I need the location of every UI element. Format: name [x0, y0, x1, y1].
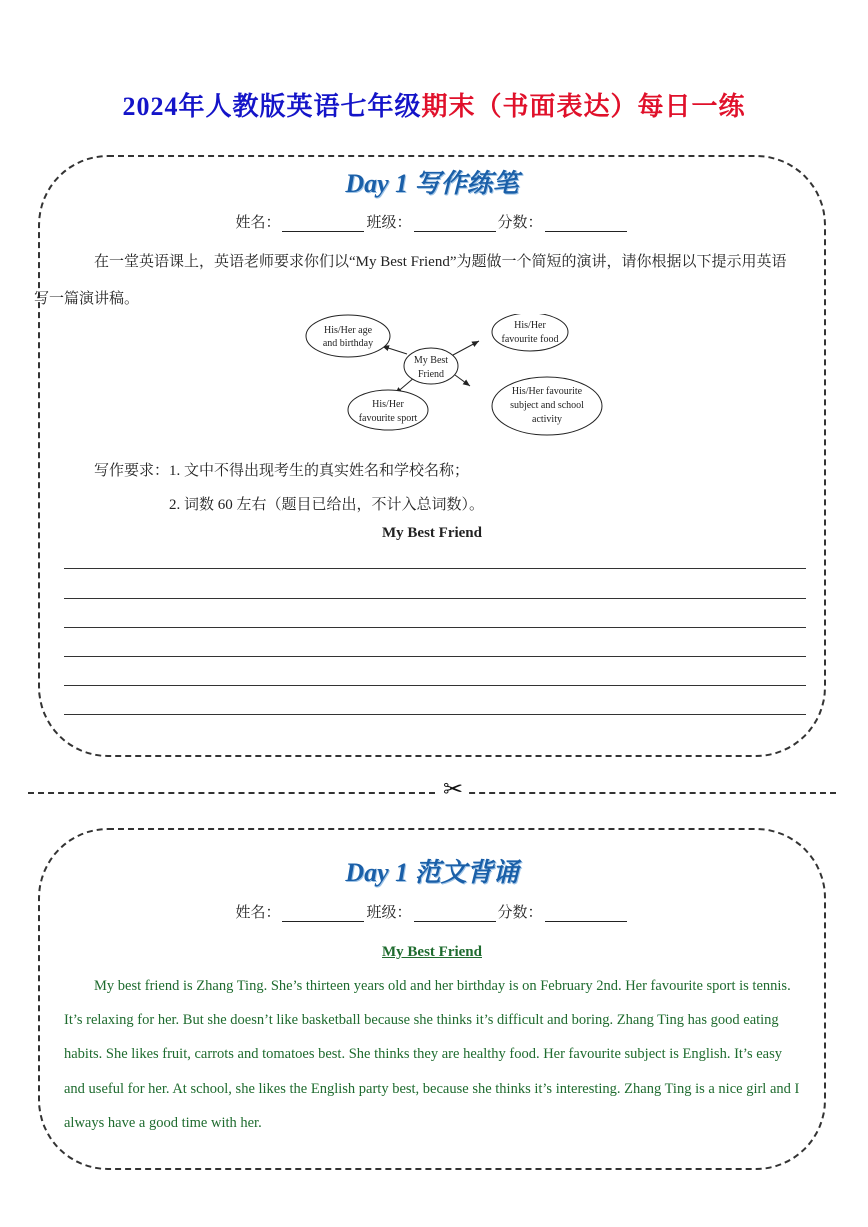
page-title [0, 86, 868, 123]
model-essay-title: My Best Friend [382, 944, 482, 960]
requirements-label: 写作要求： [94, 463, 170, 479]
node-age-line1: His/Her age [323, 325, 373, 336]
score-blank[interactable] [545, 231, 627, 232]
node-sport-line2: favourite sport [358, 413, 418, 424]
model-student-info-row [40, 901, 824, 922]
writing-prompt-line2: 写一篇演讲稿。 [34, 291, 140, 307]
writing-day-title: Day 1 写作练笔 [345, 169, 519, 198]
model-name-label: 姓名： [235, 905, 281, 921]
node-sport-line1: His/Her [372, 399, 404, 410]
model-score-label: 分数： [497, 905, 543, 921]
model-name-blank[interactable] [282, 921, 364, 922]
student-info-row [40, 211, 824, 232]
cut-line [28, 792, 836, 794]
node-subject-line1: His/Her favourite [511, 386, 583, 397]
node-food-line2: favourite food [501, 334, 559, 345]
score-label: 分数： [497, 215, 543, 231]
requirement-row-1 [94, 459, 469, 480]
requirement-2: 2. 词数 60 左右（题目已给出，不计入总词数）。 [169, 497, 485, 513]
name-blank[interactable] [282, 231, 364, 232]
model-class-blank[interactable] [414, 921, 496, 922]
arrow-to-subject [455, 375, 470, 386]
node-center-line2: Friend [417, 369, 445, 380]
writing-line-5[interactable] [64, 685, 806, 686]
node-center-line1: My Best [413, 355, 449, 366]
arrow-to-food [453, 341, 479, 355]
node-age-ellipse [306, 315, 390, 357]
model-score-blank[interactable] [545, 921, 627, 922]
node-sport-ellipse [348, 390, 428, 430]
writing-line-4[interactable] [64, 656, 806, 657]
node-age-line2: and birthday [322, 338, 374, 349]
mind-map-diagram [305, 314, 605, 448]
class-label: 班级： [366, 215, 412, 231]
writing-line-1[interactable] [64, 568, 806, 569]
scissors-icon: ✂ [438, 774, 468, 804]
arrow-to-age [382, 346, 407, 354]
page-title-part2: 期末（书面表达）每日一练 [421, 92, 746, 121]
writing-line-3[interactable] [64, 627, 806, 628]
page-title-part1: 2024年人教版英语七年级 [122, 92, 422, 121]
model-day-title: Day 1 范文背诵 [345, 858, 519, 887]
writing-prompt [34, 244, 806, 318]
writing-line-6[interactable] [64, 714, 806, 715]
node-subject-line3: activity [532, 414, 562, 425]
class-blank[interactable] [414, 231, 496, 232]
node-subject-line2: subject and school [510, 400, 584, 411]
name-label: 姓名： [235, 215, 281, 231]
writing-line-2[interactable] [64, 598, 806, 599]
writing-practice-card [34, 155, 826, 757]
model-essay-text: My best friend is Zhang Ting. She’s thirteen years old and her birthday is on February 2nd. Her favourite sport is tennis. It’s relaxing for her. But she doesn’t like basketball because she thinks it’s difficult and boring. Zhang Ting has good eating habits. She likes fruit, carrots and tomatoes best. She thinks they are healthy food. Her favourite subject is English. It’s easy and useful for her. At school, she likes the English party best, because she thinks it’s interesting. Zhang Ting is a nice girl and I always have a good time with her. [64, 978, 800, 1131]
node-food-line1: His/Her [514, 320, 546, 331]
requirement-1: 1. 文中不得出现考生的真实姓名和学校名称； [169, 463, 470, 479]
essay-title: My Best Friend [382, 525, 482, 541]
writing-prompt-line1: 在一堂英语课上，英语老师要求你们以“My Best Friend”为题做一个简短的演讲，请你根据以下提示用英语 [94, 254, 787, 270]
model-essay-card [38, 828, 826, 1170]
model-class-label: 班级： [366, 905, 412, 921]
